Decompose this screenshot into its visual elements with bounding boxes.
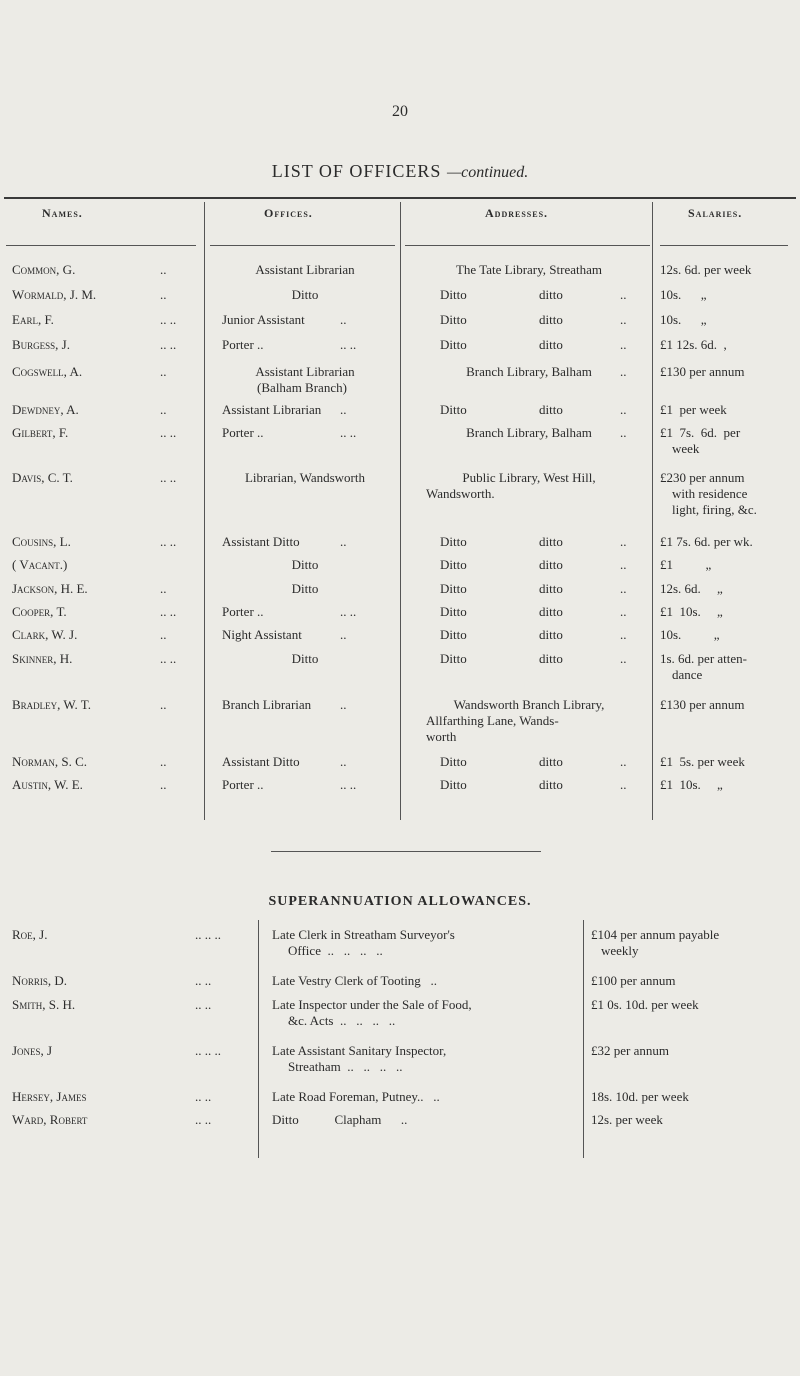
officer-salary: 12s. 6d. per week	[660, 262, 752, 277]
officer-salary-line3: light, firing, &c.	[672, 502, 757, 517]
former-office-line2: &c. Acts .. .. .. ..	[288, 1013, 396, 1028]
officer-salary: £230 per annum	[660, 470, 745, 485]
name-leader-dots: .. ..	[160, 651, 177, 666]
officer-office: Porter ..	[222, 337, 264, 352]
officer-address: Ditto	[440, 651, 467, 666]
officer-office: Branch Librarian	[222, 697, 312, 712]
name-leader-dots: .. ..	[195, 1112, 212, 1127]
allowance-amount: 18s. 10d. per week	[591, 1089, 689, 1104]
name-leader-dots: .. ..	[195, 1089, 212, 1104]
officer-salary: 10s. „	[660, 627, 720, 642]
pensioner-name: Smith, S. H.	[12, 997, 76, 1012]
officer-name: Bradley, W. T.	[12, 697, 92, 712]
officer-salary: £1 12s. 6d. ,	[660, 337, 727, 352]
name-leader-dots: ..	[160, 754, 167, 769]
pensioner-name: Norris, D.	[12, 973, 68, 988]
officer-address: Ditto	[440, 557, 467, 572]
officer-office: Porter ..	[222, 777, 264, 792]
officer-office: Assistant Ditto	[222, 754, 300, 769]
page-number: 20	[392, 103, 408, 120]
officer-address-ditto: ditto	[539, 402, 563, 417]
officer-address-ditto: ditto	[539, 627, 563, 642]
address-leader-dots: ..	[620, 425, 627, 440]
officer-address-ditto: ditto	[539, 604, 563, 619]
name-leader-dots: .. ..	[160, 534, 177, 549]
pensioner-name: Roe, J.	[12, 927, 48, 942]
allowance-amount: 12s. per week	[591, 1112, 663, 1127]
name-leader-dots: ..	[160, 581, 167, 596]
name-leader-dots: .. ..	[160, 312, 177, 327]
officer-address-ditto: ditto	[539, 754, 563, 769]
officer-salary: £130 per annum	[660, 697, 745, 712]
former-office-line2: Office .. .. .. ..	[288, 943, 383, 958]
address-leader-dots: ..	[620, 754, 627, 769]
name-leader-dots: ..	[160, 364, 167, 379]
officer-address-line2: Allfarthing Lane, Wands-	[426, 713, 559, 728]
office-leader-dots: ..	[340, 402, 347, 417]
officer-address: Ditto	[440, 402, 467, 417]
office-leader-dots: ..	[340, 312, 347, 327]
officer-office: Assistant Ditto	[222, 534, 300, 549]
address-leader-dots: ..	[620, 364, 627, 379]
header-rule-salaries	[660, 245, 788, 246]
header-rule-offices	[210, 245, 395, 246]
officer-name: Norman, S. C.	[12, 754, 88, 769]
header-salaries: Salaries.	[688, 206, 743, 220]
name-leader-dots: .. .. ..	[195, 927, 221, 942]
address-leader-dots: ..	[620, 604, 627, 619]
superannuation-title: SUPERANNUATION ALLOWANCES.	[268, 894, 532, 909]
address-leader-dots: ..	[620, 557, 627, 572]
officer-office: Porter ..	[222, 604, 264, 619]
allowance-amount: £104 per annum payable	[591, 927, 720, 942]
officer-address: Ditto	[440, 604, 467, 619]
officer-address: Ditto	[440, 534, 467, 549]
officer-address-line3: worth	[426, 729, 457, 744]
officer-office: Junior Assistant	[222, 312, 305, 327]
officer-name: Dewdney, A.	[12, 402, 79, 417]
officer-name: Jackson, H. E.	[12, 581, 88, 596]
address-leader-dots: ..	[620, 627, 627, 642]
pensioner-name: Jones, J	[12, 1043, 53, 1058]
officer-name: Burgess, J.	[12, 337, 70, 352]
officer-name: Cooper, T.	[12, 604, 67, 619]
officer-salary-line2: dance	[672, 667, 703, 682]
officer-address-ditto: ditto	[539, 534, 563, 549]
officer-salary: 12s. 6d. „	[660, 581, 723, 596]
officer-name: Austin, W. E.	[12, 777, 83, 792]
office-leader-dots: .. ..	[340, 777, 357, 792]
officer-office: Assistant Librarian	[255, 262, 355, 277]
officer-address: Ditto	[440, 337, 467, 352]
officer-salary: 10s. „	[660, 287, 707, 302]
officer-address: Ditto	[440, 581, 467, 596]
officer-salary: 1s. 6d. per atten-	[660, 651, 748, 666]
officer-office: Assistant Librarian	[255, 364, 355, 379]
officer-address-ditto: ditto	[539, 287, 563, 302]
officer-salary: £1 10s. „	[660, 777, 723, 792]
name-leader-dots: ..	[160, 402, 167, 417]
officer-office-line2: (Balham Branch)	[257, 380, 347, 395]
officer-address: Ditto	[440, 287, 467, 302]
officer-name: Earl, F.	[12, 312, 54, 327]
officer-office: Night Assistant	[222, 627, 302, 642]
officer-office: Ditto	[291, 581, 319, 596]
officer-address-ditto: ditto	[539, 337, 563, 352]
name-leader-dots: .. .. ..	[195, 1043, 221, 1058]
address-leader-dots: ..	[620, 312, 627, 327]
officer-address: Branch Library, Balham	[466, 425, 592, 440]
name-leader-dots: .. ..	[195, 973, 212, 988]
column-divider-2	[400, 202, 401, 820]
top-rule	[4, 197, 796, 199]
allowance-amount-line2: weekly	[601, 943, 639, 958]
name-leader-dots: ..	[160, 777, 167, 792]
officer-address-ditto: ditto	[539, 312, 563, 327]
address-leader-dots: ..	[620, 651, 627, 666]
officer-office: Ditto	[291, 557, 319, 572]
officer-name: Gilbert, F.	[12, 425, 69, 440]
header-offices: Offices.	[264, 206, 313, 220]
name-leader-dots: .. ..	[160, 425, 177, 440]
officer-address-ditto: ditto	[539, 777, 563, 792]
name-leader-dots: .. ..	[160, 337, 177, 352]
officer-office: Librarian, Wandsworth	[244, 470, 365, 485]
header-names: Names.	[42, 206, 83, 220]
name-leader-dots: ..	[160, 262, 167, 277]
office-leader-dots: .. ..	[340, 604, 357, 619]
officer-salary: 10s. „	[660, 312, 707, 327]
officer-salary: £1 7s. 6d. per wk.	[660, 534, 753, 549]
officer-salary: £130 per annum	[660, 364, 745, 379]
officer-salary-line2: with residence	[672, 486, 748, 501]
officer-address: The Tate Library, Streatham	[455, 262, 602, 277]
officer-address-line2: Wandsworth.	[426, 486, 495, 501]
officer-address: Ditto	[440, 312, 467, 327]
pensioner-name: Ward, Robert	[12, 1112, 88, 1127]
address-leader-dots: ..	[620, 287, 627, 302]
officer-name: Clark, W. J.	[12, 627, 78, 642]
officer-office: Assistant Librarian	[222, 402, 322, 417]
officer-address: Ditto	[440, 754, 467, 769]
officer-address: Public Library, West Hill,	[462, 470, 596, 485]
officer-name: Cousins, L.	[12, 534, 71, 549]
officer-office: Ditto	[291, 651, 319, 666]
officer-office: Ditto	[291, 287, 319, 302]
allowance-amount: £100 per annum	[591, 973, 676, 988]
name-leader-dots: .. ..	[160, 604, 177, 619]
officer-name: Common, G.	[12, 262, 76, 277]
name-leader-dots: ..	[160, 697, 167, 712]
page-title: LIST OF OFFICERS —continued.	[271, 161, 529, 181]
officer-name: Wormald, J. M.	[12, 287, 97, 302]
header-addresses: Addresses.	[485, 206, 549, 220]
header-rule-addresses	[405, 245, 650, 246]
office-leader-dots: ..	[340, 627, 347, 642]
former-office-line2: Streatham .. .. .. ..	[288, 1059, 403, 1074]
allowance-amount: £1 0s. 10d. per week	[591, 997, 699, 1012]
officer-address-ditto: ditto	[539, 581, 563, 596]
former-office: Late Clerk in Streatham Surveyor's	[272, 927, 455, 942]
office-leader-dots: .. ..	[340, 337, 357, 352]
pensioner-name: Hersey, James	[12, 1089, 87, 1104]
office-leader-dots: .. ..	[340, 425, 357, 440]
officer-name: Cogswell, A.	[12, 364, 83, 379]
allowance-divider-1	[258, 920, 259, 1158]
officer-salary-line2: week	[672, 441, 700, 456]
former-office: Late Road Foreman, Putney.. ..	[272, 1089, 440, 1104]
address-leader-dots: ..	[620, 581, 627, 596]
officer-address-ditto: ditto	[539, 557, 563, 572]
officer-salary: £1 5s. per week	[660, 754, 745, 769]
former-office: Late Vestry Clerk of Tooting ..	[272, 973, 438, 988]
officer-name: Davis, C. T.	[12, 470, 73, 485]
address-leader-dots: ..	[620, 534, 627, 549]
office-leader-dots: ..	[340, 697, 347, 712]
allowance-amount: £32 per annum	[591, 1043, 669, 1058]
officer-salary: £1 10s. „	[660, 604, 723, 619]
former-office: Late Assistant Sanitary Inspector,	[272, 1043, 447, 1058]
officer-address-ditto: ditto	[539, 651, 563, 666]
name-leader-dots: ..	[160, 287, 167, 302]
section-separator	[271, 851, 541, 852]
header-rule-names	[6, 245, 196, 246]
name-leader-dots: .. ..	[195, 997, 212, 1012]
officer-office: Porter ..	[222, 425, 264, 440]
officer-name: ( Vacant.)	[12, 557, 68, 572]
office-leader-dots: ..	[340, 754, 347, 769]
officer-salary: £1 „	[660, 557, 712, 572]
former-office: Ditto Clapham ..	[272, 1112, 408, 1127]
former-office: Late Inspector under the Sale of Food,	[272, 997, 472, 1012]
address-leader-dots: ..	[620, 402, 627, 417]
column-divider-3	[652, 202, 653, 820]
name-leader-dots: ..	[160, 627, 167, 642]
column-divider-1	[204, 202, 205, 820]
officer-salary: £1 per week	[660, 402, 727, 417]
officer-salary: £1 7s. 6d. per	[660, 425, 741, 440]
allowance-divider-2	[583, 920, 584, 1158]
officer-address: Ditto	[440, 777, 467, 792]
officer-name: Skinner, H.	[12, 651, 73, 666]
officer-address: Wandsworth Branch Library,	[453, 697, 605, 712]
address-leader-dots: ..	[620, 777, 627, 792]
office-leader-dots: ..	[340, 534, 347, 549]
officer-address: Ditto	[440, 627, 467, 642]
address-leader-dots: ..	[620, 337, 627, 352]
name-leader-dots: .. ..	[160, 470, 177, 485]
officer-address: Branch Library, Balham	[466, 364, 592, 379]
